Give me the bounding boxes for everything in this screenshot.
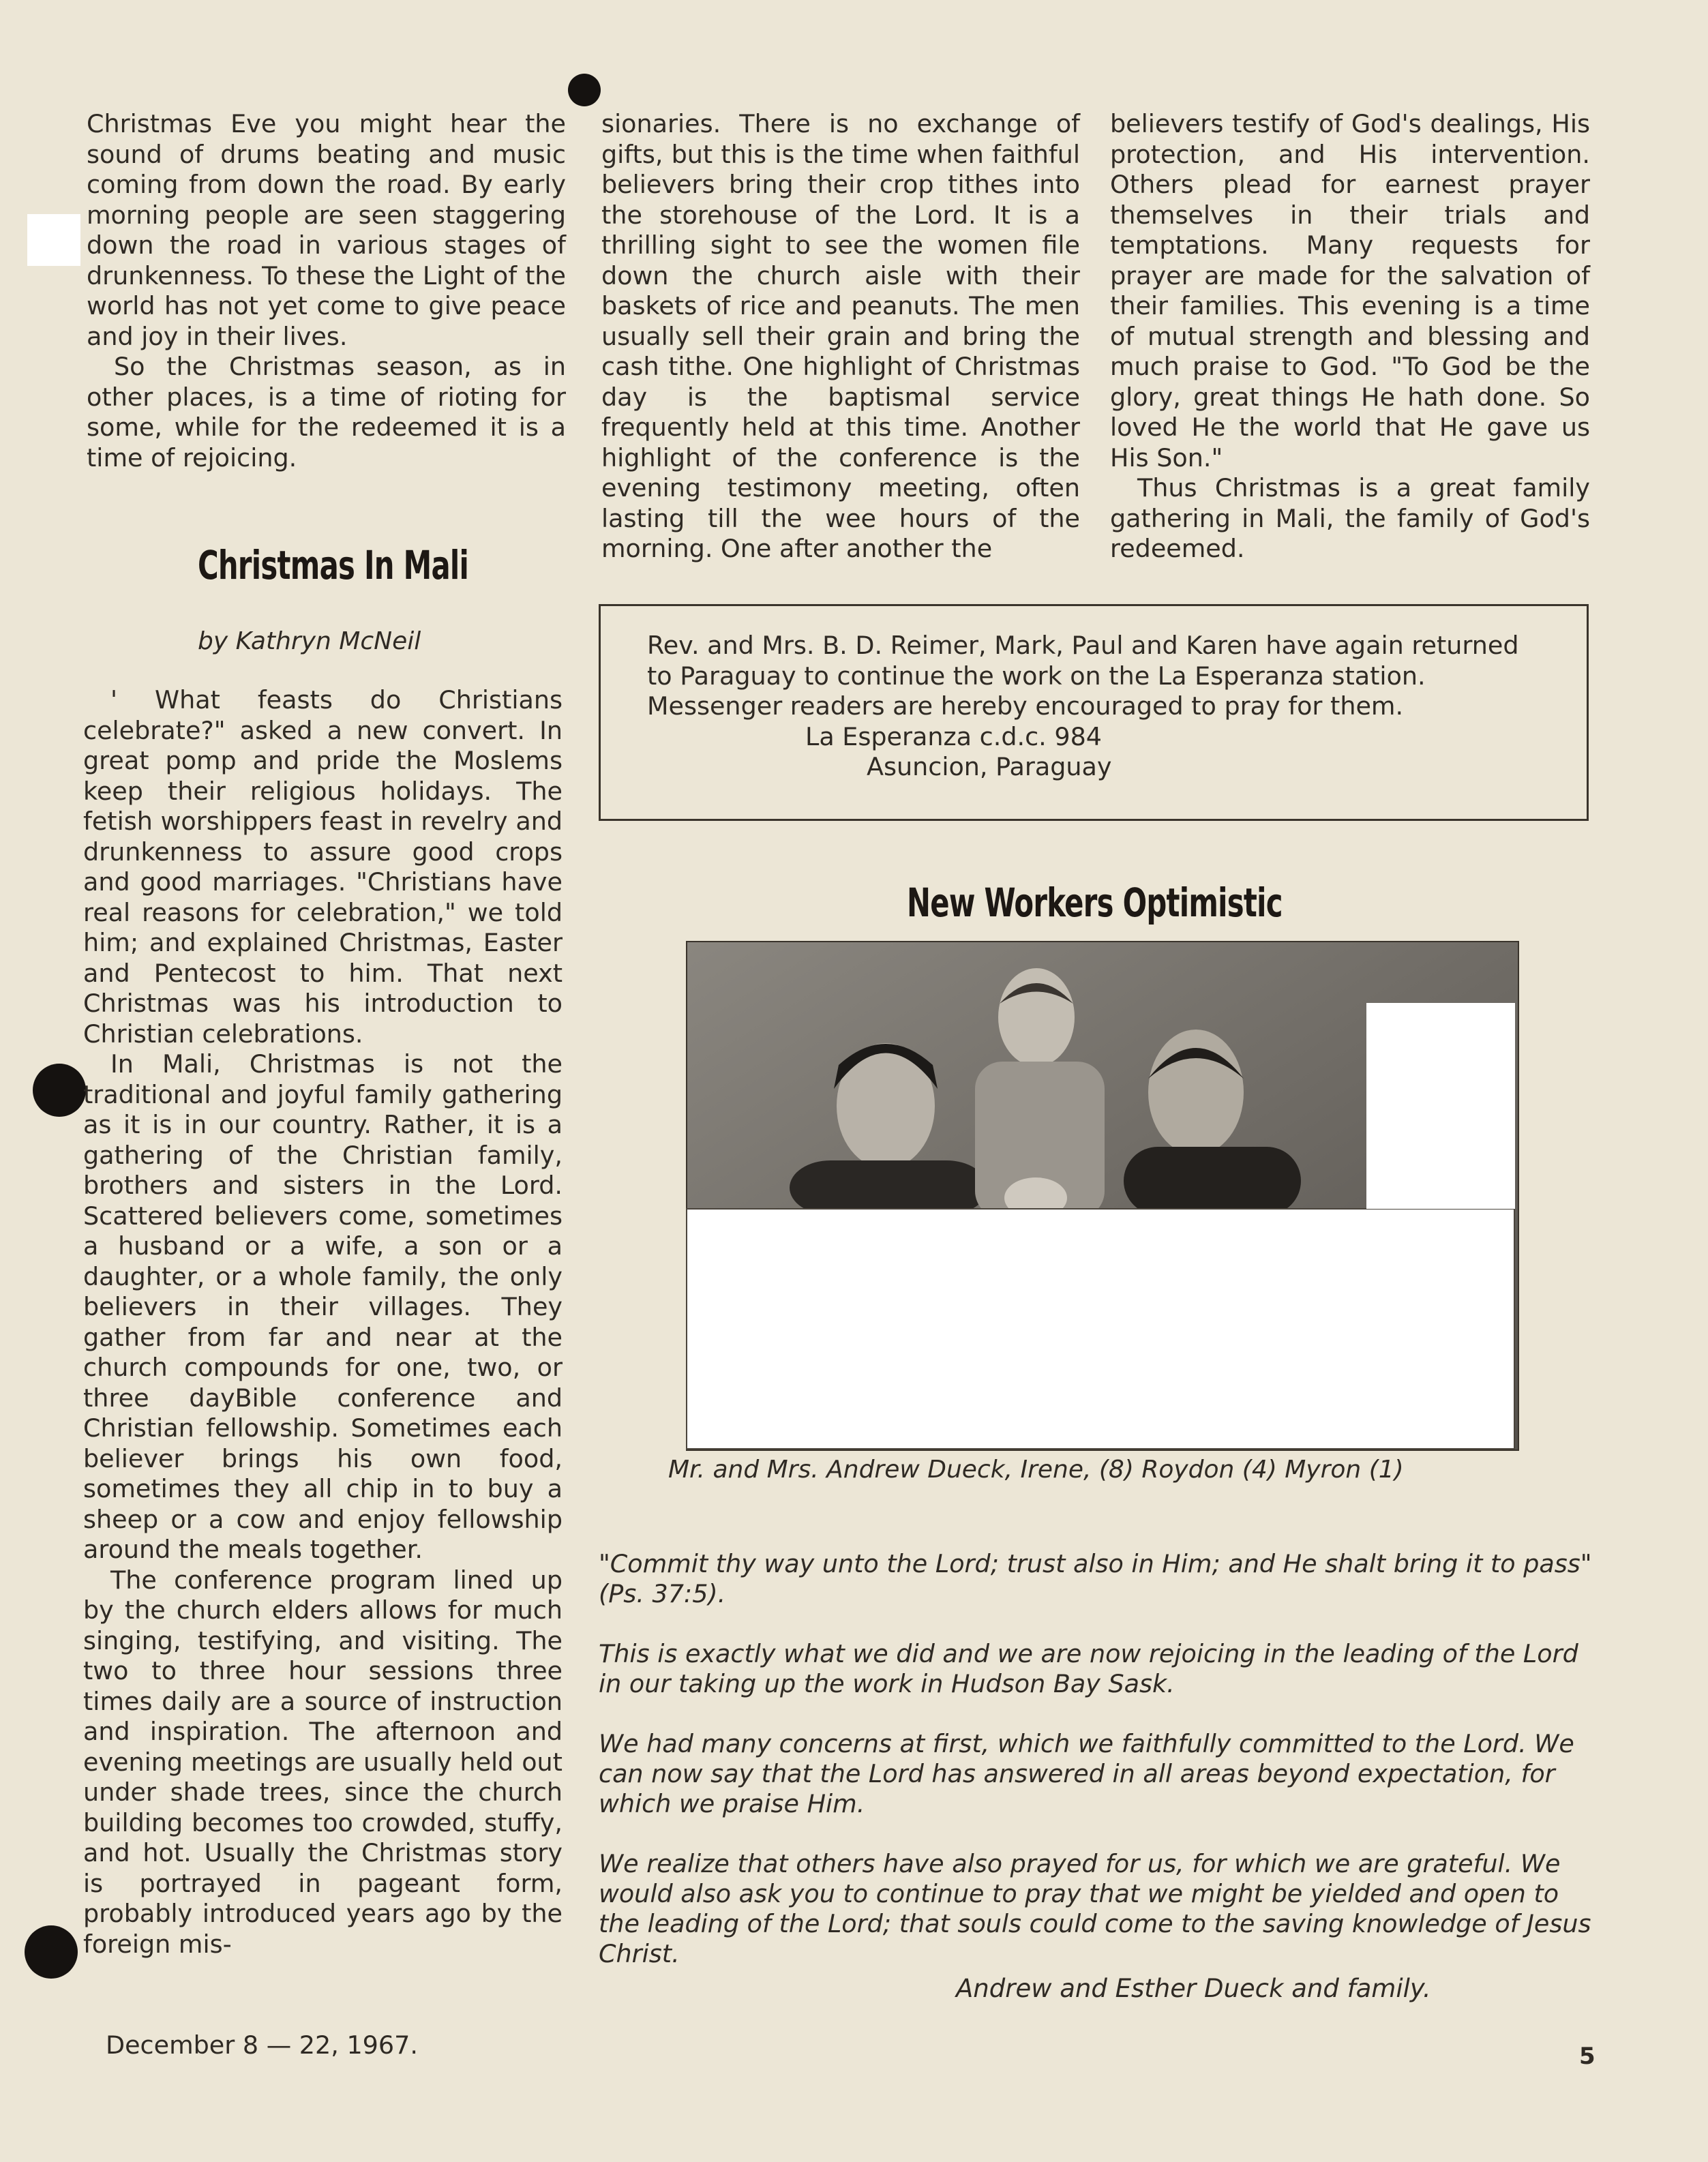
paragraph: believers testify of God's dealings, His protection, and His intervention. Others plead for earnest prayer themselves in their trials and temptations. Many requests for prayer are made for the salvation of their families. This evening is a time of mutual strength and blessing and much praise to God. "To God be the glory, great things He hath done. So loved He the world that He gave us His Son." [1110, 109, 1590, 472]
paragraph: This is exactly what we did and we are now rejoicing in the leading of the Lord in our taking up the work in Hudson Bay Sask. [599, 1639, 1578, 1698]
column-1-intro [87, 109, 566, 473]
article-title: Christmas In Mali [198, 542, 469, 588]
paragraph: sionaries. There is no exchange of gifts, but this is the time when faithful believers bring their crop tithes into the storehouse of the Lord. It is a thrilling sight to see the women file down the church aisle with their baskets of rice and peanuts. The men usually sell their grain and bring the cash tithe. One highlight of Christmas day is the baptismal service frequently held at this time. Another highlight of the conference is the evening testimony meeting, often lasting till the wee hours of the morning. One after another the [601, 109, 1080, 563]
notice-box [599, 604, 1589, 821]
redaction-box [27, 214, 80, 266]
binder-hole-middle [33, 1064, 86, 1117]
column-1-article [83, 685, 563, 1960]
paragraph: Thus Christmas is a great family gathering in Mali, the family of God's redeemed. [1110, 473, 1590, 563]
notice-address: La Esperanza c.d.c. 984 [805, 721, 1103, 751]
paragraph: So the Christmas season, as in other places, is a time of rioting for some, while for the redeemed it is a time of rejoicing. [87, 352, 566, 472]
paragraph: ' What feasts do Christians celebrate?" asked a new convert. In great pomp and pride the Moslems keep their religious holidays. The fetish worshippers feast in revelry and drunkenness to assure good crops and good marriages. "Christians have real reasons for celebration," we told him; and explained Christmas, Easter and Pentecost to him. That next Christmas was his introduction to Christian celebrations. [83, 685, 563, 1049]
letter-body [599, 1549, 1593, 1969]
column-3-article [1110, 109, 1590, 565]
redaction-box [686, 1208, 1515, 1450]
notice-text: Messenger readers are hereby encouraged to pray for them. [647, 691, 1404, 721]
paragraph: We had many concerns at first, which we faithfully committed to the Lord. We can now say that the Lord has answered in all areas beyond expectation, for which we praise Him. [599, 1729, 1574, 1818]
binder-hole-bottom [25, 1925, 78, 1979]
paragraph: Christmas Eve you might hear the sound of drums beating and music coming from down the road. By early morning people are seen staggering down the road in various stages of drunkenness. To these the Light of the world has not yet come to give peace and joy in their lives. [87, 109, 566, 351]
photo-caption: Mr. and Mrs. Andrew Dueck, Irene, (8) Roydon (4) Myron (1) [668, 1456, 1404, 1484]
letter-signature: Andrew and Esther Dueck and family. [956, 1974, 1431, 2003]
issue-date: December 8 — 22, 1967. [106, 2030, 418, 2060]
column-2-article [601, 109, 1080, 565]
notice-address: Asuncion, Paraguay [867, 752, 1112, 781]
notice-text: Rev. and Mrs. B. D. Reimer, Mark, Paul and Karen have again returned to Paraguay to continue the work on the La Esperanza station. [647, 631, 1519, 691]
paragraph: In Mali, Christmas is not the traditional and joyful family gathering as it is in our country. Rather, it is a gathering of the Christian family, brothers and sisters in the Lord. Scattered believers come, sometimes a husband or a wife, a son or a daughter, or a whole family, the only believers in their villages. They gather from far and near at the church compounds for one, two, or three dayBible conference and Christian fellowship. Sometimes each believer brings his own food, sometimes they all chip in to buy a sheep or a cow and enjoy fellowship around the meals together. [83, 1049, 563, 1564]
paragraph: The conference program lined up by the church elders allows for much singing, testifying, and visiting. The two to three hour sessions three times daily are a source of instruction and inspiration. The afternoon and evening meetings are usually held out under shade trees, since the church building becomes too crowded, stuffy, and hot. Usually the Christmas story is portrayed in pageant form, probably introduced years ago by the foreign mis- [83, 1565, 563, 1959]
paragraph: We realize that others have also prayed for us, for which we are grateful. We would also ask you to continue to pray that we might be yielded and open to the leading of the Lord; that souls could come to the saving knowledge of Jesus Christ. [599, 1849, 1591, 1968]
binder-hole-top [568, 74, 601, 106]
page-number: 5 [1579, 2043, 1595, 2070]
article-byline: by Kathryn McNeil [198, 627, 421, 655]
redaction-box [1366, 1003, 1515, 1209]
section-title: New Workers Optimistic [907, 880, 1283, 926]
paragraph: "Commit thy way unto the Lord; trust also in Him; and He shalt bring it to pass" (Ps. 37:5). [599, 1549, 1592, 1608]
